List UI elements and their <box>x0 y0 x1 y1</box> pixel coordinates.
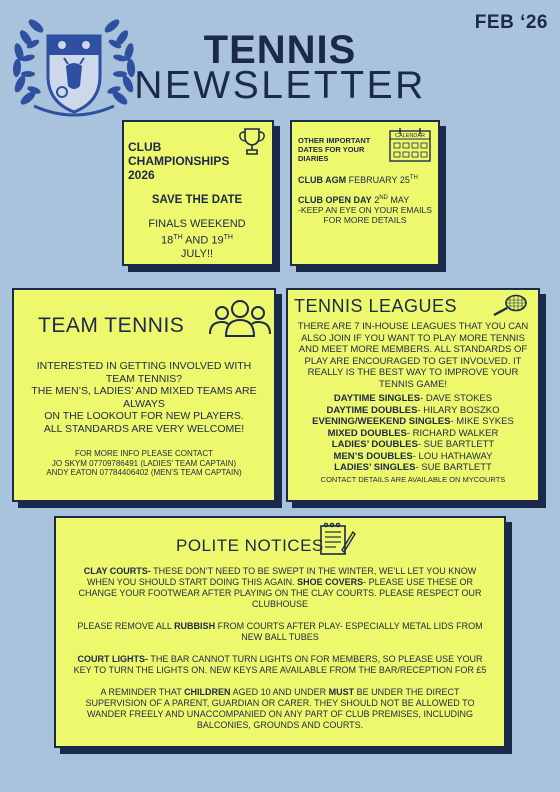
team-tennis-body <box>22 360 266 435</box>
issue-date: FEB ‘26 <box>474 12 548 33</box>
ordinal-suffix: TH <box>223 234 233 241</box>
ordinal-suffix: ND <box>379 195 388 201</box>
league-contacts-list <box>294 393 532 474</box>
trophy-icon <box>238 126 266 156</box>
notice-text: THE BAR CANNOT TURN LIGHTS ON FOR MEMBERS, SO PLEASE USE YOUR KEY TO TURN THE LIGHTS ON. NEW KEYS ARE AVAILABLE FROM THE BAR/RECEPTION FOR £5 <box>73 654 487 675</box>
team-tennis-heading: TEAM TENNIS <box>38 314 185 337</box>
team-captains-contact <box>22 449 266 478</box>
finals-dates <box>128 231 266 248</box>
notice-text: A REMINDER THAT <box>100 687 185 697</box>
league-name: LADIES’ DOUBLES <box>331 439 418 450</box>
court-lights-notice <box>70 654 490 676</box>
contact-line: JO SKYM 07709786491 (LADIES’ TEAM CAPTAIN) <box>51 458 237 468</box>
league-contact-note: CONTACT DETAILS ARE AVAILABLE ON MYCOURTS <box>320 474 506 484</box>
league-name: MEN’S DOUBLES <box>333 450 413 462</box>
club-championships-card <box>122 120 274 266</box>
league-contact: - SUE BARTLETT <box>415 462 492 473</box>
club-open-day-line <box>298 195 432 205</box>
rubbish-label: RUBBISH <box>174 621 216 631</box>
shoe-covers-label: SHOE COVERS <box>297 577 364 587</box>
league-contact: - RICHARD WALKER <box>406 427 499 439</box>
people-icon <box>208 298 272 338</box>
league-name: DAYTIME SINGLES <box>333 393 421 404</box>
club-agm-line <box>298 175 432 185</box>
team-tennis-body-line: ALL STANDARDS ARE VERY WELCOME! <box>43 422 245 435</box>
list-item <box>294 393 532 405</box>
league-name: DAYTIME DOUBLES <box>326 404 418 416</box>
team-tennis-body-line: INTERESTED IN GETTING INVOLVED WITH TEAM TENNIS? <box>36 360 252 385</box>
clay-courts-label: CLAY COURTS- <box>83 566 151 576</box>
championships-heading: CLUB CHAMPIONSHIPS 2026 <box>128 140 230 182</box>
polite-notices-card <box>54 516 506 748</box>
team-tennis-card <box>12 288 276 502</box>
children-notice <box>70 687 490 731</box>
list-item <box>294 451 532 463</box>
list-item <box>294 439 532 451</box>
newsletter-title-tennis: TENNIS <box>203 28 357 72</box>
calendar-label: CALENDAR <box>395 133 425 139</box>
agm-date: FEBRUARY 25 <box>346 175 410 185</box>
finals-line: FINALS WEEKEND <box>148 218 246 230</box>
open-day-date: 2 <box>371 195 380 205</box>
league-contact: - DAVE STOKES <box>420 393 493 404</box>
notice-text: AGED 10 AND UNDER <box>230 687 329 697</box>
tennis-leagues-body: THERE ARE 7 IN-HOUSE LEAGUES THAT YOU CAN ALSO JOIN IF YOU WANT TO PLAY MORE TENNIS AND MEET MORE MEMBERS. ALL STANDARDS OF PLAY ARE ENCOURAGED TO GET INVOLVED. IT REALLY IS THE BEST WAY TO IMPROVE YOUR TENNIS GAME! <box>297 321 529 390</box>
finals-day: AND 19 <box>182 234 224 247</box>
notice-text: FROM COURTS AFTER PLAY- ESPECIALLY METAL LIDS FROM NEW BALL TUBES <box>215 621 483 642</box>
notice-text: BE UNDER THE DIRECT SUPERVISION OF A PARENT, GUARDIAN OR CARER. THEY SHOULD NOT BE ALLOWED TO WANDER FREELY AND UNACCOMPANIED ON ANY PART OF CLUB PREMISES, INCLUDING BALCONIES, GROUNDS AND COURTS. <box>85 687 475 730</box>
list-item <box>294 405 532 417</box>
court-lights-label: COURT LIGHTS- <box>77 654 149 664</box>
open-day-note: -KEEP AN EYE ON YOUR EMAILS FOR MORE DETAILS <box>298 205 432 225</box>
open-day-label: CLUB OPEN DAY <box>298 195 372 205</box>
team-tennis-body-line: THE MEN’S, LADIES’ AND MIXED TEAMS ARE ALWAYS <box>31 385 257 410</box>
team-tennis-body-line: ON THE LOOKOUT FOR NEW PLAYERS. <box>44 410 244 422</box>
clay-courts-notice <box>70 566 490 610</box>
list-item <box>294 416 532 428</box>
finals-day: 18 <box>161 234 174 247</box>
ordinal-suffix: TH <box>173 234 183 241</box>
contact-line: FOR MORE INFO PLEASE CONTACT <box>74 449 214 458</box>
open-day-month: MAY <box>387 195 410 205</box>
rubbish-notice <box>70 621 490 643</box>
children-label: CHILDREN <box>184 687 231 697</box>
notice-text: THESE DON’T NEED TO BE SWEPT IN THE WINTER, WE’LL LET YOU KNOW WHEN YOU SHOULD START DOING THIS AGAIN. <box>86 566 477 587</box>
calendar-icon <box>388 127 432 163</box>
list-item <box>294 462 532 474</box>
agm-label: CLUB AGM <box>298 175 347 185</box>
league-contact: - LOU HATHAWAY <box>412 450 493 462</box>
important-dates-heading: OTHER IMPORTANT DATES FOR YOUR DIARIES <box>298 136 371 163</box>
tennis-leagues-card <box>286 288 540 502</box>
polite-notices-heading: POLITE NOTICES <box>176 536 324 555</box>
newsletter-title-newsletter: NEWSLETTER <box>134 64 426 107</box>
league-contact: - HILARY BOSZKO <box>417 404 500 416</box>
important-dates-card <box>290 120 440 266</box>
tennis-leagues-heading: TENNIS LEAGUES <box>294 296 458 316</box>
notepad-icon <box>318 522 356 556</box>
league-contact: - SUE BARTLETT <box>417 439 495 450</box>
finals-weekend-text <box>128 218 266 261</box>
finals-month: JULY!! <box>180 247 214 260</box>
tennis-racket-icon <box>492 294 528 316</box>
ordinal-suffix: TH <box>409 175 418 181</box>
league-name: MIXED DOUBLES <box>327 427 407 439</box>
league-name: LADIES’ SINGLES <box>334 462 416 473</box>
league-contact: - MIKE SYKES <box>450 416 514 427</box>
contact-line: ANDY EATON 07784406402 (MEN’S TEAM CAPTAIN) <box>46 468 242 477</box>
must-label: MUST <box>328 687 355 697</box>
list-item <box>294 428 532 440</box>
notice-text: PLEASE REMOVE ALL <box>77 621 175 631</box>
save-the-date-text: SAVE THE DATE <box>151 194 243 206</box>
notice-text: - PLEASE USE THESE OR CHANGE YOUR FOOTWEAR AFTER PLAYING ON THE CLAY COURTS. PLEASE RESPECT OUR CLUBHOUSE <box>78 577 482 609</box>
league-name: EVENING/WEEKEND SINGLES <box>312 416 451 427</box>
